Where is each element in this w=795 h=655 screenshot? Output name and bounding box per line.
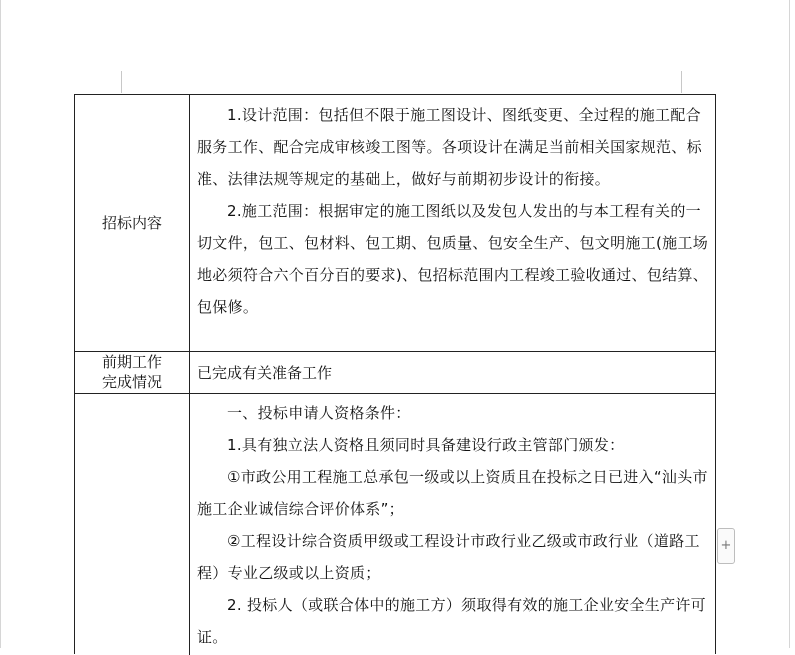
add-button[interactable]: [717, 528, 735, 564]
preparation-status-value: 已完成有关准备工作: [197, 364, 333, 382]
qualification-heading: 一、投标申请人资格条件：: [227, 404, 411, 422]
qualification-item-2: 2. 投标人（或联合体中的施工方）须取得有效的施工企业安全生产许可证。: [197, 596, 706, 646]
row-divider-2: [75, 393, 716, 394]
design-scope-paragraph: 1.设计范围：包括但不限于施工图设计、图纸变更、全过程的施工配合服务工作、配合完成审核竣工图等。各项设计在满足当前相关国家规范、标准、法律法规等规定的基础上，做好与前期初步设计的衔接。: [197, 106, 702, 188]
qualification-item-1a: ①市政公用工程施工总承包一级或以上资质且在投标之日已进入“汕头市施工企业诚信综合评价体系”；: [197, 468, 708, 518]
crop-mark-right: [681, 71, 682, 93]
qualification-item-1: 1.具有独立法人资格且须同时具备建设行政主管部门颁发：: [227, 436, 625, 454]
plus-icon: +: [720, 538, 732, 553]
bid-info-table: [74, 94, 716, 654]
tender-content-cell: [197, 99, 711, 323]
row-label-preparation-line1: 前期工作: [101, 353, 162, 371]
column-divider: [189, 95, 190, 655]
qualification-item-1b: ②工程设计综合资质甲级或工程设计市政行业乙级或市政行业（道路工程）专业乙级或以上资质；: [197, 532, 700, 582]
construction-scope-paragraph: 2.施工范围：根据审定的施工图纸以及发包人发出的与本工程有关的一切文件，包工、包材料、包工期、包质量、包安全生产、包文明施工(施工场地必须符合六个百分百的要求)、包招标范围内工程竣工验收通过、包结算、包保修。: [197, 202, 709, 316]
row-label-preparation-line2: 完成情况: [101, 373, 162, 391]
page-edge-left: [0, 0, 1, 648]
crop-mark-left: [121, 71, 122, 93]
page-edge-right: [789, 0, 790, 648]
qualification-cell: [197, 397, 711, 653]
row-label-preparation: [75, 352, 189, 392]
row-label-tender-content: 招标内容: [101, 214, 162, 232]
